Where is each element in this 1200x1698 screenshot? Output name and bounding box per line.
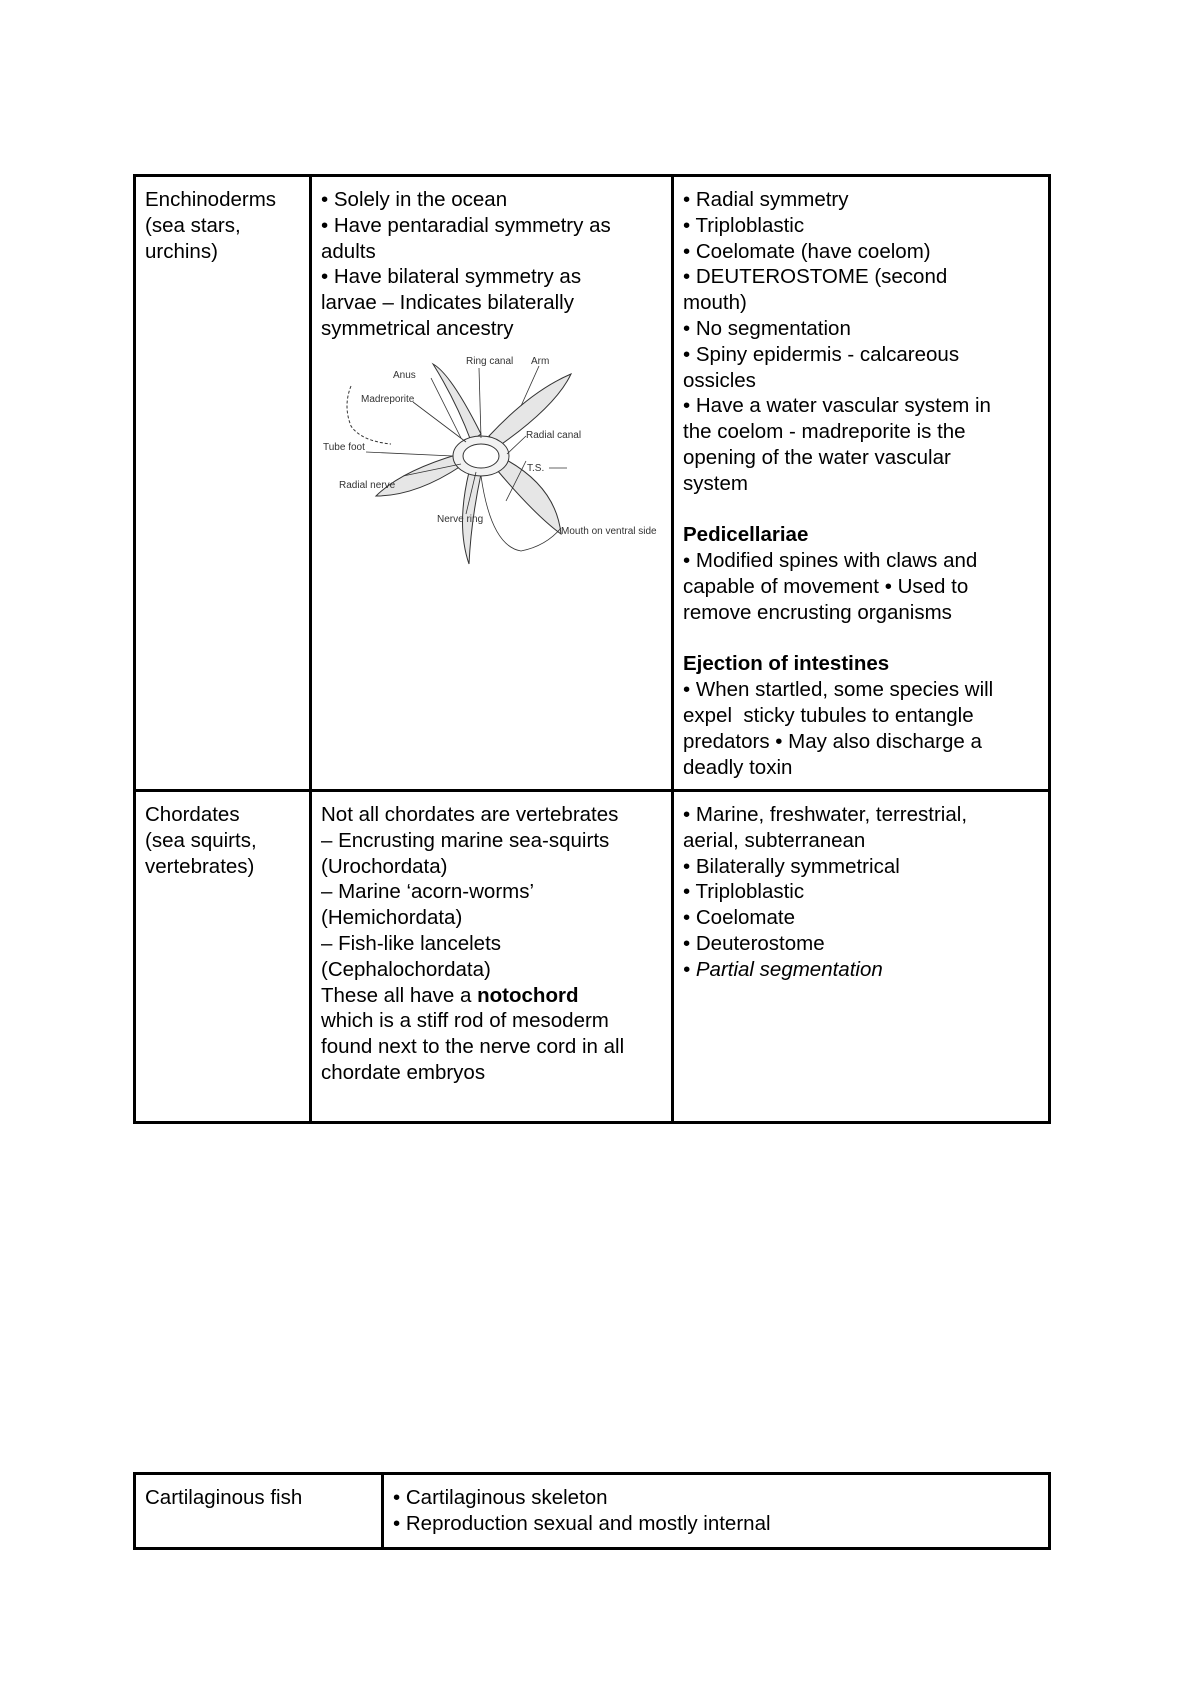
notochord-line bbox=[321, 983, 662, 1009]
group-cell-chordates bbox=[135, 791, 311, 1123]
diagram-label: Ring canal bbox=[466, 355, 514, 367]
feature-line: chordate embryos bbox=[321, 1060, 486, 1084]
characteristic-line: • Radial symmetry bbox=[683, 188, 849, 211]
characteristic-line: the coelom - madreporite is the bbox=[683, 420, 966, 444]
diagram-label: Nerve ring bbox=[437, 513, 484, 525]
diagram-label: T.S. bbox=[527, 462, 545, 474]
diagram-label: Radial canal bbox=[526, 429, 582, 441]
feature-line: – Encrusting marine sea-squirts bbox=[321, 828, 610, 852]
feature-line: • Have pentaradial symmetry as bbox=[321, 213, 611, 237]
characteristic-line: • When startled, some species will bbox=[683, 678, 994, 702]
notochord-prefix: These all have a bbox=[321, 983, 478, 1007]
group-line: Cartilaginous fish bbox=[145, 1486, 303, 1509]
group-cell-echinoderms bbox=[135, 176, 311, 791]
characteristic-line: • Reproduction sexual and mostly internal bbox=[393, 1511, 771, 1535]
cartilaginous-fish-table bbox=[133, 1472, 1051, 1550]
ring-canal-shape bbox=[463, 444, 499, 468]
characteristic-line: • Marine, freshwater, terrestrial, bbox=[683, 803, 968, 826]
notochord-term: notochord bbox=[477, 983, 579, 1007]
characteristics-cell-chordates bbox=[673, 791, 1050, 1123]
group-cell-cartilaginous-fish bbox=[135, 1474, 383, 1549]
feature-line: – Fish-like lancelets bbox=[321, 931, 502, 955]
characteristic-line: • Deuterostome bbox=[683, 931, 825, 955]
group-line: (sea squirts, bbox=[145, 828, 257, 852]
feature-line: (Cephalochordata) bbox=[321, 957, 491, 981]
feature-line: symmetrical ancestry bbox=[321, 316, 514, 340]
table-row-echinoderms bbox=[135, 176, 1050, 791]
characteristic-line: • Modified spines with claws and bbox=[683, 549, 978, 573]
feature-line: • Solely in the ocean bbox=[321, 188, 508, 211]
characteristic-line: expel sticky tubules to entangle bbox=[683, 703, 974, 727]
characteristic-line: predators • May also discharge a bbox=[683, 729, 982, 753]
characteristic-line: • Bilaterally symmetrical bbox=[683, 854, 900, 878]
characteristics-cell-cartilaginous-fish bbox=[383, 1474, 1050, 1549]
feature-line: larvae – Indicates bilaterally bbox=[321, 291, 574, 315]
characteristic-line: ossicles bbox=[683, 368, 756, 392]
characteristic-line: • Spiny epidermis - calcareous bbox=[683, 342, 960, 366]
leader-line bbox=[479, 368, 481, 438]
diagram-label: Madreporite bbox=[361, 393, 415, 405]
characteristic-line: aerial, subterranean bbox=[683, 828, 866, 852]
table-row-chordates bbox=[135, 791, 1050, 1123]
characteristic-line: system bbox=[683, 471, 748, 495]
characteristic-line: • DEUTEROSTOME (second bbox=[683, 265, 948, 289]
diagram-label: Tube foot bbox=[323, 441, 365, 453]
characteristic-line: capable of movement • Used to bbox=[683, 574, 969, 598]
group-line: Chordates bbox=[145, 803, 240, 826]
section-heading-ejection: Ejection of intestines bbox=[683, 652, 890, 676]
characteristic-line: mouth) bbox=[683, 291, 747, 315]
spacer bbox=[683, 497, 1039, 523]
characteristic-line: opening of the water vascular bbox=[683, 445, 951, 469]
feature-line: found next to the nerve cord in all bbox=[321, 1035, 625, 1059]
group-line: Enchinoderms bbox=[145, 188, 277, 211]
characteristic-line: remove encrusting organisms bbox=[683, 600, 952, 624]
features-cell-chordates bbox=[311, 791, 673, 1123]
characteristic-line: • Coelomate bbox=[683, 906, 796, 930]
features-cell-echinoderms bbox=[311, 176, 673, 791]
feature-line: Not all chordates are vertebrates bbox=[321, 803, 619, 826]
group-line: vertebrates) bbox=[145, 854, 255, 878]
characteristic-line: • Triploblastic bbox=[683, 213, 805, 237]
characteristic-line: • Triploblastic bbox=[683, 880, 805, 904]
feature-line: • Have bilateral symmetry as bbox=[321, 265, 582, 289]
group-line: (sea stars, bbox=[145, 213, 241, 237]
classification-table bbox=[133, 174, 1051, 1124]
leader-line bbox=[366, 452, 453, 456]
feature-line: – Marine ‘acorn-worms’ bbox=[321, 880, 535, 904]
feature-line: which is a stiff rod of mesoderm bbox=[321, 1009, 609, 1033]
diagram-label: Anus bbox=[393, 369, 416, 381]
table-row-cartilaginous-fish bbox=[135, 1474, 1050, 1549]
characteristic-line: • Coelomate (have coelom) bbox=[683, 239, 931, 263]
characteristic-line: deadly toxin bbox=[683, 755, 793, 779]
characteristic-line: • Cartilaginous skeleton bbox=[393, 1486, 608, 1509]
characteristics-cell-echinoderms bbox=[673, 176, 1050, 791]
sea-star-diagram bbox=[321, 346, 658, 574]
characteristic-line: • No segmentation bbox=[683, 316, 851, 340]
characteristic-line: • Have a water vascular system in bbox=[683, 394, 991, 418]
diagram-label: Arm bbox=[531, 355, 550, 367]
feature-line: adults bbox=[321, 239, 376, 263]
diagram-label: Radial nerve bbox=[339, 479, 396, 491]
spacer bbox=[683, 626, 1039, 652]
feature-line: (Hemichordata) bbox=[321, 906, 463, 930]
characteristic-line-italic: • Partial segmentation bbox=[683, 957, 883, 981]
feature-line: (Urochordata) bbox=[321, 854, 448, 878]
group-line: urchins) bbox=[145, 239, 218, 263]
section-heading-pedicellariae: Pedicellariae bbox=[683, 523, 809, 547]
diagram-label: Mouth on ventral side bbox=[561, 525, 657, 537]
